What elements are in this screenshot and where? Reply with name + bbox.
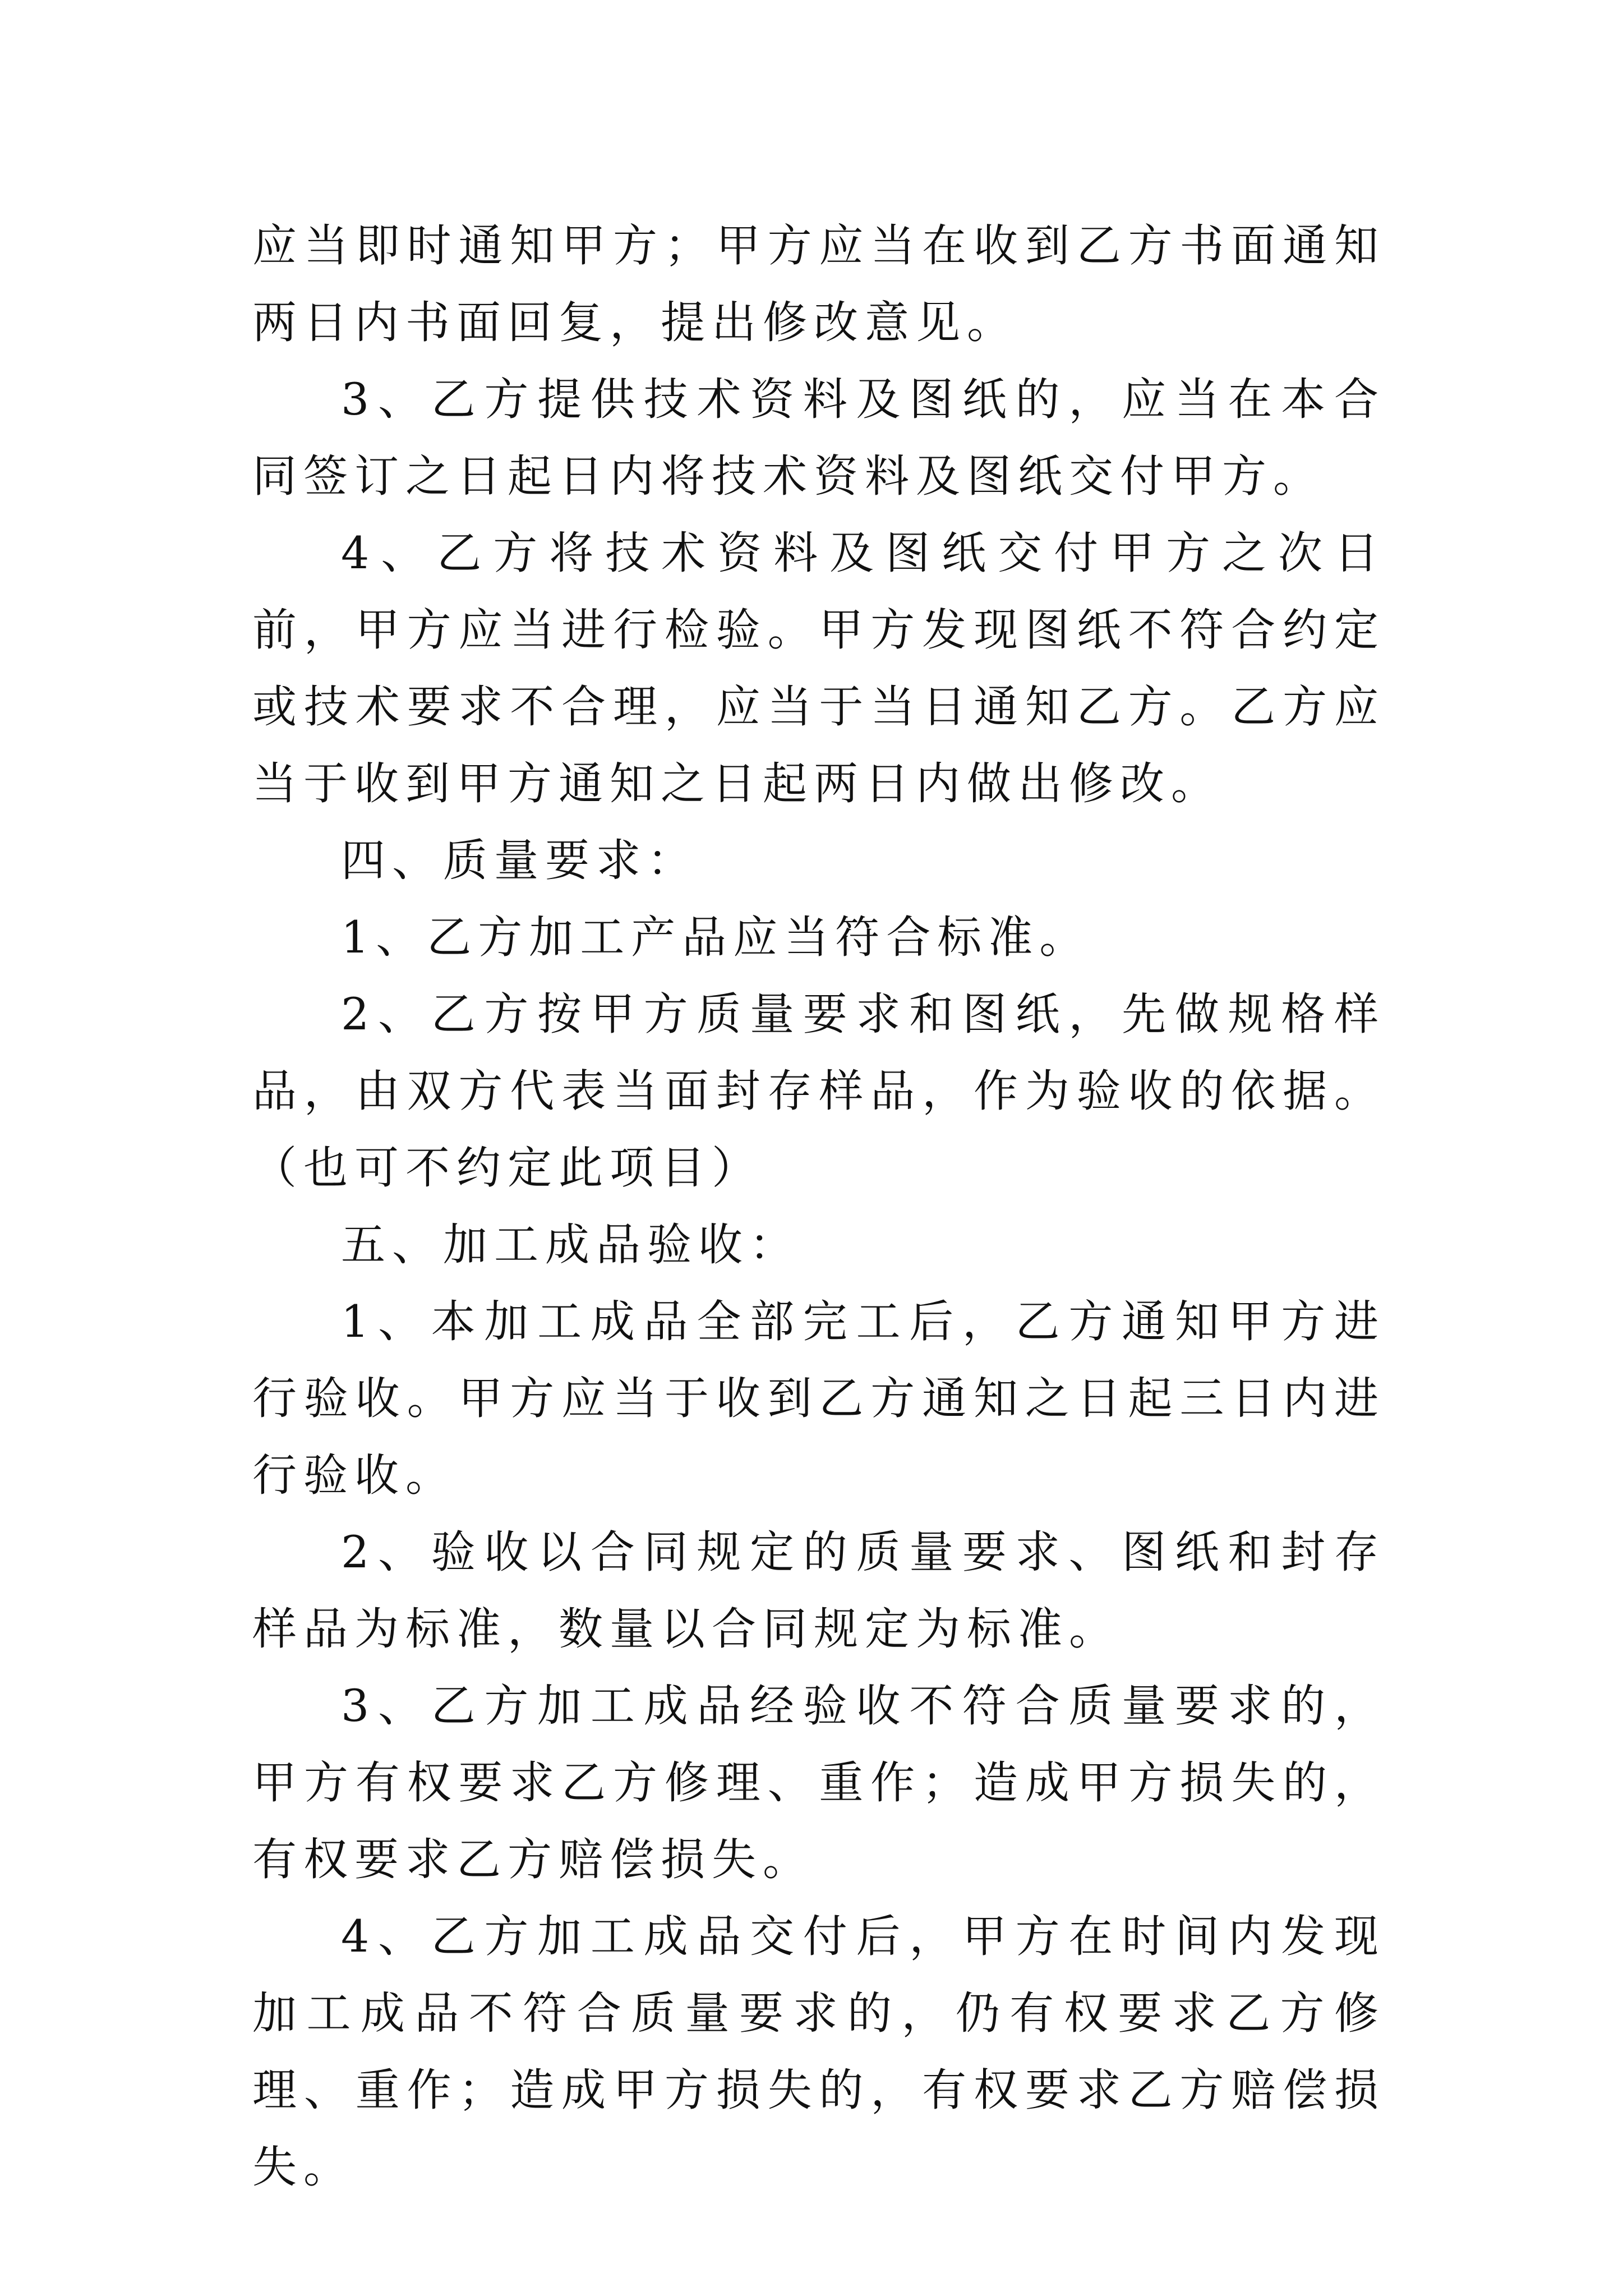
paragraph-clause-5-2: 2、验收以合同规定的质量要求、图纸和封存样品为标准，数量以合同规定为标准。 — [252, 1526, 1385, 1655]
paragraph-clause-3-3: 3、乙方提供技术资料及图纸的，应当在本合同签订之日起日内将技术资料及图纸交付甲方。 — [252, 374, 1385, 502]
document-body — [252, 208, 1385, 2206]
paragraph-clause-4-1: 1、乙方加工产品应当符合标准。 — [341, 912, 1091, 963]
paragraph-continuation: 应当即时通知甲方；甲方应当在收到乙方书面通知两日内书面回复，提出修改意见。 — [252, 220, 1385, 348]
paragraph-clause-3-4: 4、乙方将技术资料及图纸交付甲方之次日前，甲方应当进行检验。甲方发现图纸不符合约定或技术要求不合理，应当于当日通知乙方。乙方应当于收到甲方通知之日起两日内做出修改。 — [252, 527, 1385, 809]
paragraph-clause-5-4: 4、乙方加工成品交付后，甲方在时间内发现加工成品不符合质量要求的，仍有权要求乙方修理、重作；造成甲方损失的，有权要求乙方赔偿损失。 — [252, 1911, 1385, 2193]
paragraph-clause-4-2: 2、乙方按甲方质量要求和图纸，先做规格样品，由双方代表当面封存样品，作为验收的依据。（也可不约定此项目） — [252, 988, 1385, 1194]
paragraph-clause-5-1: 1、本加工成品全部完工后，乙方通知甲方进行验收。甲方应当于收到乙方通知之日起三日内进行验收。 — [252, 1296, 1385, 1501]
paragraph-clause-5-3: 3、乙方加工成品经验收不符合质量要求的，甲方有权要求乙方修理、重作；造成甲方损失的，有权要求乙方赔偿损失。 — [252, 1680, 1385, 1885]
section-heading-quality: 四、质量要求： — [341, 835, 698, 886]
section-heading-acceptance: 五、加工成品验收： — [341, 1219, 800, 1271]
